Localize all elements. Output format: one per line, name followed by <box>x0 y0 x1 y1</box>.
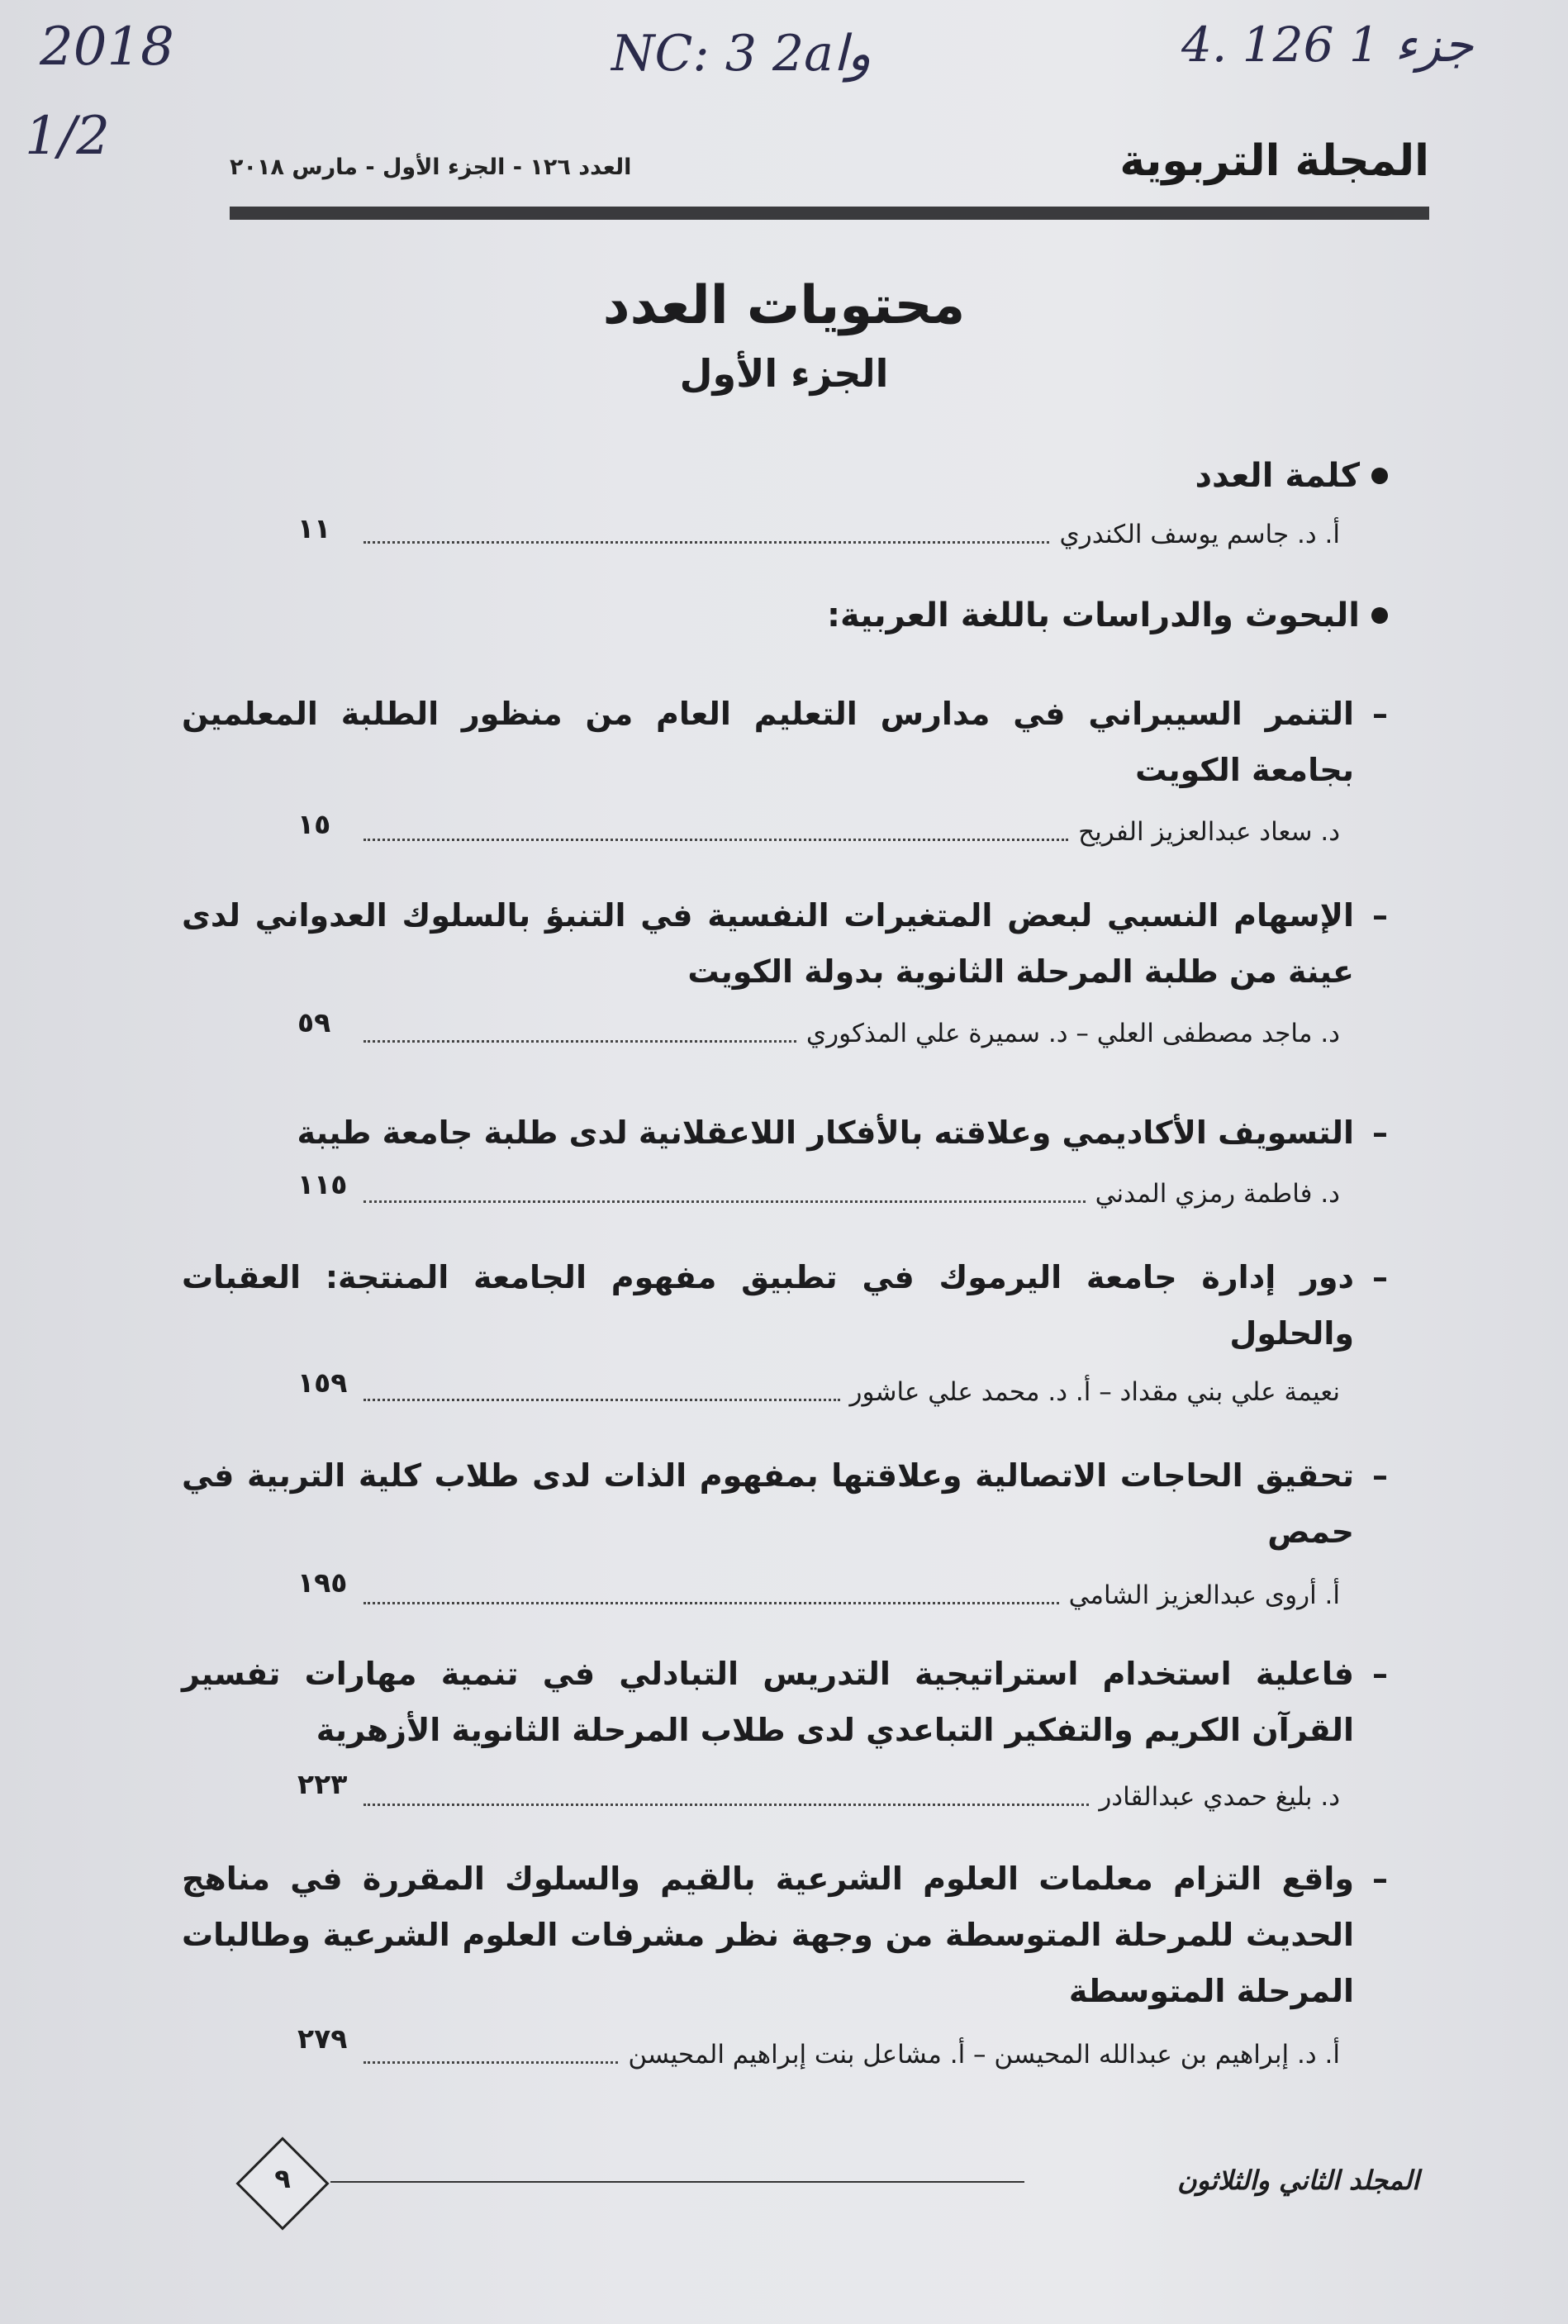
toc-entry-title[interactable] <box>182 1646 1388 1758</box>
dash-marker: – <box>1372 1259 1388 1295</box>
page-number[interactable]: ٥٩ <box>297 1006 331 1038</box>
dash-marker: – <box>1372 1457 1388 1494</box>
entry-title-text: التنمر السيبراني في مدارس التعليم العام من منظور الطلبة المعلمين بجامعة الكويت <box>182 696 1354 788</box>
handwritten-note-call-number: NC: 3 2aوا <box>611 25 872 83</box>
bullet-icon <box>1371 607 1388 624</box>
section-heading-text: البحوث والدراسات باللغة العربية: <box>827 596 1360 634</box>
author: د. ماجد مصطفى العلي – د. سميرة علي المذكوري <box>805 1019 1340 1048</box>
bullet-icon <box>1371 468 1388 484</box>
dot-leader <box>363 1200 1086 1203</box>
part-title: الجزء الأول <box>679 351 889 396</box>
toc-entry-title[interactable] <box>182 1105 1388 1161</box>
page-number[interactable]: ١١٥ <box>297 1168 348 1200</box>
toc-author-row <box>363 514 1340 555</box>
toc-entry-title[interactable] <box>182 1447 1388 1560</box>
dash-marker: – <box>1372 696 1388 732</box>
entry-title-text: الإسهام النسبي لبعض المتغيرات النفسية في التنبؤ بالسلوك العدواني لدى عينة من طلبة المرحلة الثانوية بدولة الكويت <box>182 897 1354 990</box>
dot-leader <box>363 1040 796 1043</box>
author: د. فاطمة رمزي المدني <box>1095 1179 1340 1209</box>
author: أ. د. إبراهيم بن عبدالله المحيسن – أ. مشاعل بنت إبراهيم المحيسن <box>628 2040 1340 2070</box>
handwritten-note-fraction: 1/2 <box>25 106 110 167</box>
toc-author-row <box>363 1173 1340 1214</box>
footer-volume: المجلد الثاني والثلاثون <box>1177 2165 1419 2196</box>
toc-entry-title[interactable] <box>182 1249 1388 1362</box>
header-rule <box>230 207 1429 220</box>
dash-marker: – <box>1372 897 1388 934</box>
page-number[interactable]: ١٥ <box>297 808 331 840</box>
author: د. بليغ حمدي عبدالقادر <box>1099 1782 1340 1812</box>
page-number[interactable]: ١١ <box>297 512 331 544</box>
dash-marker: – <box>1372 1114 1388 1151</box>
dot-leader <box>363 1399 840 1401</box>
toc-author-row <box>363 1575 1340 1616</box>
page-number[interactable]: ١٩٥ <box>297 1566 348 1599</box>
dot-leader <box>363 839 1068 841</box>
dot-leader <box>363 541 1049 544</box>
toc-author-row <box>363 2034 1340 2075</box>
section-heading-research <box>827 596 1388 634</box>
toc-entry-title[interactable] <box>182 887 1388 1000</box>
footer-rule <box>330 2181 1024 2183</box>
toc-title: محتويات العدد <box>602 275 966 336</box>
section-heading-text: كلمة العدد <box>1195 457 1360 495</box>
page-number[interactable]: ١٥٩ <box>297 1366 348 1399</box>
dot-leader <box>363 1602 1059 1604</box>
toc-entry-title[interactable] <box>182 686 1388 798</box>
dot-leader <box>363 2061 618 2064</box>
handwritten-note-year: 2018 <box>40 17 174 78</box>
entry-title-text: دور إدارة جامعة اليرموك في تطبيق مفهوم الجامعة المنتجة: العقبات والحلول <box>182 1259 1354 1352</box>
page-number[interactable]: ٢٢٣ <box>297 1768 348 1800</box>
author: أ. أروى عبدالعزيز الشامي <box>1068 1580 1340 1610</box>
dot-leader <box>363 1804 1089 1806</box>
running-header <box>230 136 1429 202</box>
dash-marker: – <box>1372 1656 1388 1692</box>
toc-entry-title[interactable] <box>182 1851 1388 2019</box>
author: أ. د. جاسم يوسف الكندري <box>1059 520 1340 549</box>
issue-info: العدد ١٢٦ - الجزء الأول - مارس ٢٠١٨ <box>230 154 632 180</box>
entry-title-text: تحقيق الحاجات الاتصالية وعلاقتها بمفهوم الذات لدى طلاب كلية التربية في حمص <box>182 1457 1354 1550</box>
footer-page-number: ٩ <box>274 2163 291 2194</box>
author: نعيمة علي بني مقداد – أ. د. محمد علي عاشور <box>849 1377 1340 1407</box>
author: د. سعاد عبدالعزيز الفريح <box>1078 817 1340 847</box>
toc-author-row <box>363 811 1340 853</box>
toc-author-row <box>363 1776 1340 1818</box>
dash-marker: – <box>1372 1861 1388 1897</box>
entry-title-text: فاعلية استخدام استراتيجية التدريس التبادلي في تنمية مهارات تفسير القرآن الكريم والتفكير التباعدي لدى طلاب المرحلة الثانوية الأزهرية <box>182 1656 1354 1748</box>
section-heading-editorial <box>1195 457 1388 495</box>
page-number[interactable]: ٢٧٩ <box>297 2022 348 2055</box>
entry-title-text: التسويف الأكاديمي وعلاقته بالأفكار اللاعقلانية لدى طلبة جامعة طيبة <box>297 1114 1354 1151</box>
toc-author-row <box>363 1013 1340 1054</box>
entry-title-text: واقع التزام معلمات العلوم الشرعية بالقيم والسلوك المقررة في مناهج الحديث للمرحلة المتوسطة من وجهة نظر مشرفات العلوم الشرعية وطالبات المرحلة المتوسطة <box>182 1861 1354 2009</box>
journal-name: المجلة التربوية <box>1119 136 1429 186</box>
toc-author-row <box>363 1371 1340 1413</box>
handwritten-note-issue: 4. 126 جزء 1 <box>1181 17 1474 73</box>
